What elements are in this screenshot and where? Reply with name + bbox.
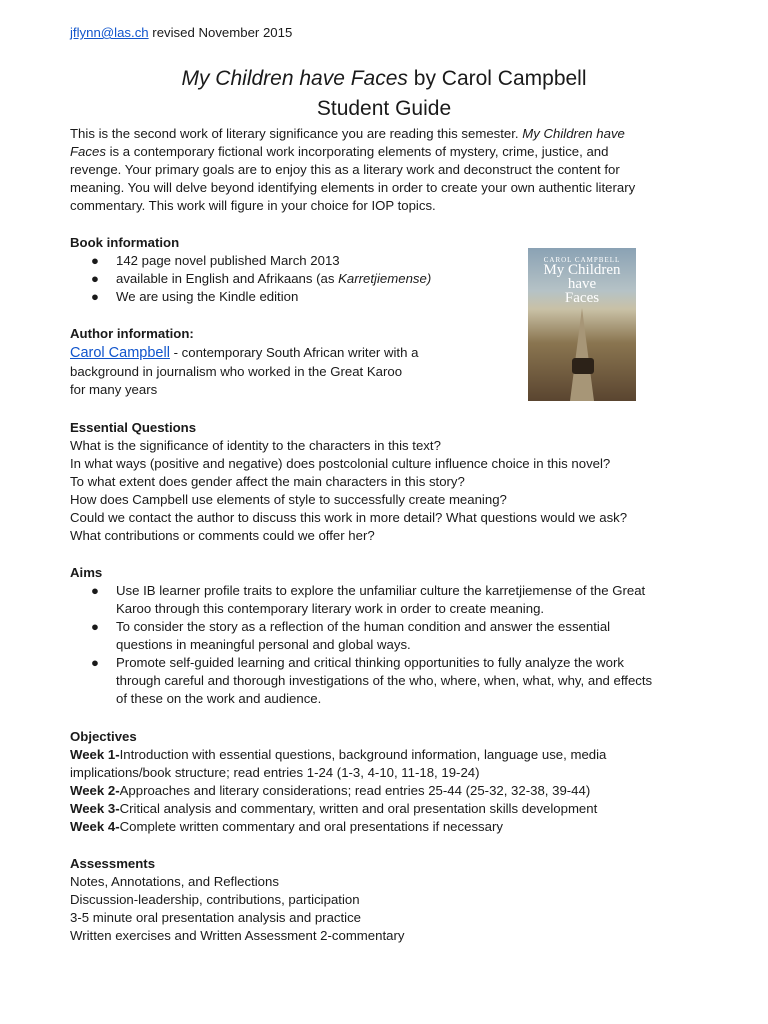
aims-item-cont: of these on the work and audience. bbox=[116, 691, 322, 706]
book-author: by Carol Campbell bbox=[413, 67, 587, 90]
intro-book-title: Faces bbox=[70, 144, 106, 159]
bullet-icon: ● bbox=[91, 271, 99, 286]
week-label: Week 3- bbox=[70, 801, 120, 816]
assessments-heading: Assessments bbox=[70, 856, 156, 871]
author-info-heading: Author information: bbox=[70, 326, 194, 341]
intro-line: revenge. Your primary goals are to enjoy this as a literary work and deconstruct the content for bbox=[70, 162, 620, 177]
week-text: Critical analysis and commentary, written and oral presentation skills development bbox=[119, 801, 598, 816]
week-label: Week 1- bbox=[70, 747, 120, 762]
aims-item-cont: questions in meaningful personal and global ways. bbox=[116, 637, 411, 652]
author-info-line: for many years bbox=[70, 382, 158, 397]
revised-text: revised November 2015 bbox=[152, 25, 293, 40]
intro-line: commentary. This work will figure in your choice for IOP topics. bbox=[70, 198, 436, 213]
aims-item: Promote self-guided learning and critical thinking opportunities to fully analyze the work bbox=[116, 655, 624, 670]
week-text: Complete written commentary and oral presentations if necessary bbox=[119, 819, 503, 834]
bullet-icon: ● bbox=[91, 253, 99, 268]
objective-week bbox=[70, 800, 597, 818]
aims-item: To consider the story as a reflection of the human condition and answer the essential bbox=[116, 619, 611, 634]
email-link[interactable]: jflynn@las.ch bbox=[70, 25, 149, 40]
assessment-line: Discussion-leadership, contributions, participation bbox=[70, 892, 360, 907]
afrikaans-title: Karretjiemense) bbox=[338, 271, 432, 286]
cover-title-line: My Children bbox=[543, 262, 621, 278]
week-text: Introduction with essential questions, background information, language use, media bbox=[119, 747, 607, 762]
book-info-item: We are using the Kindle edition bbox=[116, 289, 299, 304]
page-subtitle: Student Guide bbox=[316, 97, 452, 120]
week-label: Week 4- bbox=[70, 819, 120, 834]
book-info-text: available in English and Afrikaans (as bbox=[116, 271, 335, 286]
book-info-item: 142 page novel published March 2013 bbox=[116, 253, 340, 268]
intro-book-title: My Children have bbox=[522, 126, 625, 141]
bullet-icon: ● bbox=[91, 289, 99, 304]
intro-line bbox=[70, 143, 608, 161]
question-line: In what ways (positive and negative) does postcolonial culture influence choice in this novel? bbox=[70, 456, 611, 471]
intro-text: is a contemporary fictional work incorporating elements of mystery, crime, justice, and bbox=[109, 144, 609, 159]
cover-title bbox=[528, 263, 636, 305]
book-cover-image bbox=[528, 248, 636, 401]
question-line: How does Campbell use elements of style to successfully create meaning? bbox=[70, 492, 507, 507]
week-label: Week 2- bbox=[70, 783, 120, 798]
question-line: Could we contact the author to discuss this work in more detail? What questions would we ask? bbox=[70, 510, 628, 525]
question-line: What contributions or comments could we offer her? bbox=[70, 528, 375, 543]
bullet-icon: ● bbox=[91, 619, 99, 634]
bullet-icon: ● bbox=[91, 655, 99, 670]
intro-text: This is the second work of literary significance you are reading this semester. bbox=[70, 126, 519, 141]
objective-week bbox=[70, 746, 606, 764]
question-line: What is the significance of identity to the characters in this text? bbox=[70, 438, 441, 453]
aims-item: Use IB learner profile traits to explore the unfamiliar culture the karretjiemense of the Great bbox=[116, 583, 646, 598]
book-info-heading: Book information bbox=[70, 235, 180, 250]
assessment-line: Written exercises and Written Assessment 2-commentary bbox=[70, 928, 405, 943]
assessment-line: 3-5 minute oral presentation analysis and practice bbox=[70, 910, 362, 925]
aims-item-cont: through careful and thorough investigations of the who, where, when, what, why, and effects bbox=[116, 673, 653, 688]
author-info-text: - contemporary South African writer with a bbox=[173, 345, 419, 360]
author-info-line bbox=[70, 344, 418, 362]
cover-title-line: Faces bbox=[564, 290, 600, 306]
assessment-line: Notes, Annotations, and Reflections bbox=[70, 874, 279, 889]
author-info-line: background in journalism who worked in the Great Karoo bbox=[70, 364, 403, 379]
question-line: To what extent does gender affect the main characters in this story? bbox=[70, 474, 465, 489]
objective-week-cont: implications/book structure; read entries 1-24 (1-3, 4-10, 11-18, 19-24) bbox=[70, 765, 480, 780]
aims-item-cont: Karoo through this contemporary literary work in order to create meaning. bbox=[116, 601, 545, 616]
intro-line: meaning. You will delve beyond identifying elements in order to create your own authentic literary bbox=[70, 180, 636, 195]
cover-cart bbox=[572, 358, 594, 374]
essential-questions-heading: Essential Questions bbox=[70, 420, 197, 435]
cover-road bbox=[570, 308, 594, 401]
aims-heading: Aims bbox=[70, 565, 103, 580]
intro-line bbox=[70, 125, 625, 143]
objective-week bbox=[70, 782, 590, 800]
book-title: My Children have Faces bbox=[181, 67, 408, 90]
objective-week bbox=[70, 818, 503, 836]
cover-author: CAROL CAMPBELL bbox=[543, 256, 621, 264]
bullet-icon: ● bbox=[91, 583, 99, 598]
book-info-item bbox=[116, 270, 431, 288]
page-title bbox=[0, 65, 768, 93]
cover-title-line: have bbox=[567, 276, 597, 292]
author-link[interactable]: Carol Campbell bbox=[70, 345, 170, 361]
header-line bbox=[70, 24, 292, 42]
objectives-heading: Objectives bbox=[70, 729, 137, 744]
week-text: Approaches and literary considerations; read entries 25-44 (25-32, 32-38, 39-44) bbox=[119, 783, 591, 798]
